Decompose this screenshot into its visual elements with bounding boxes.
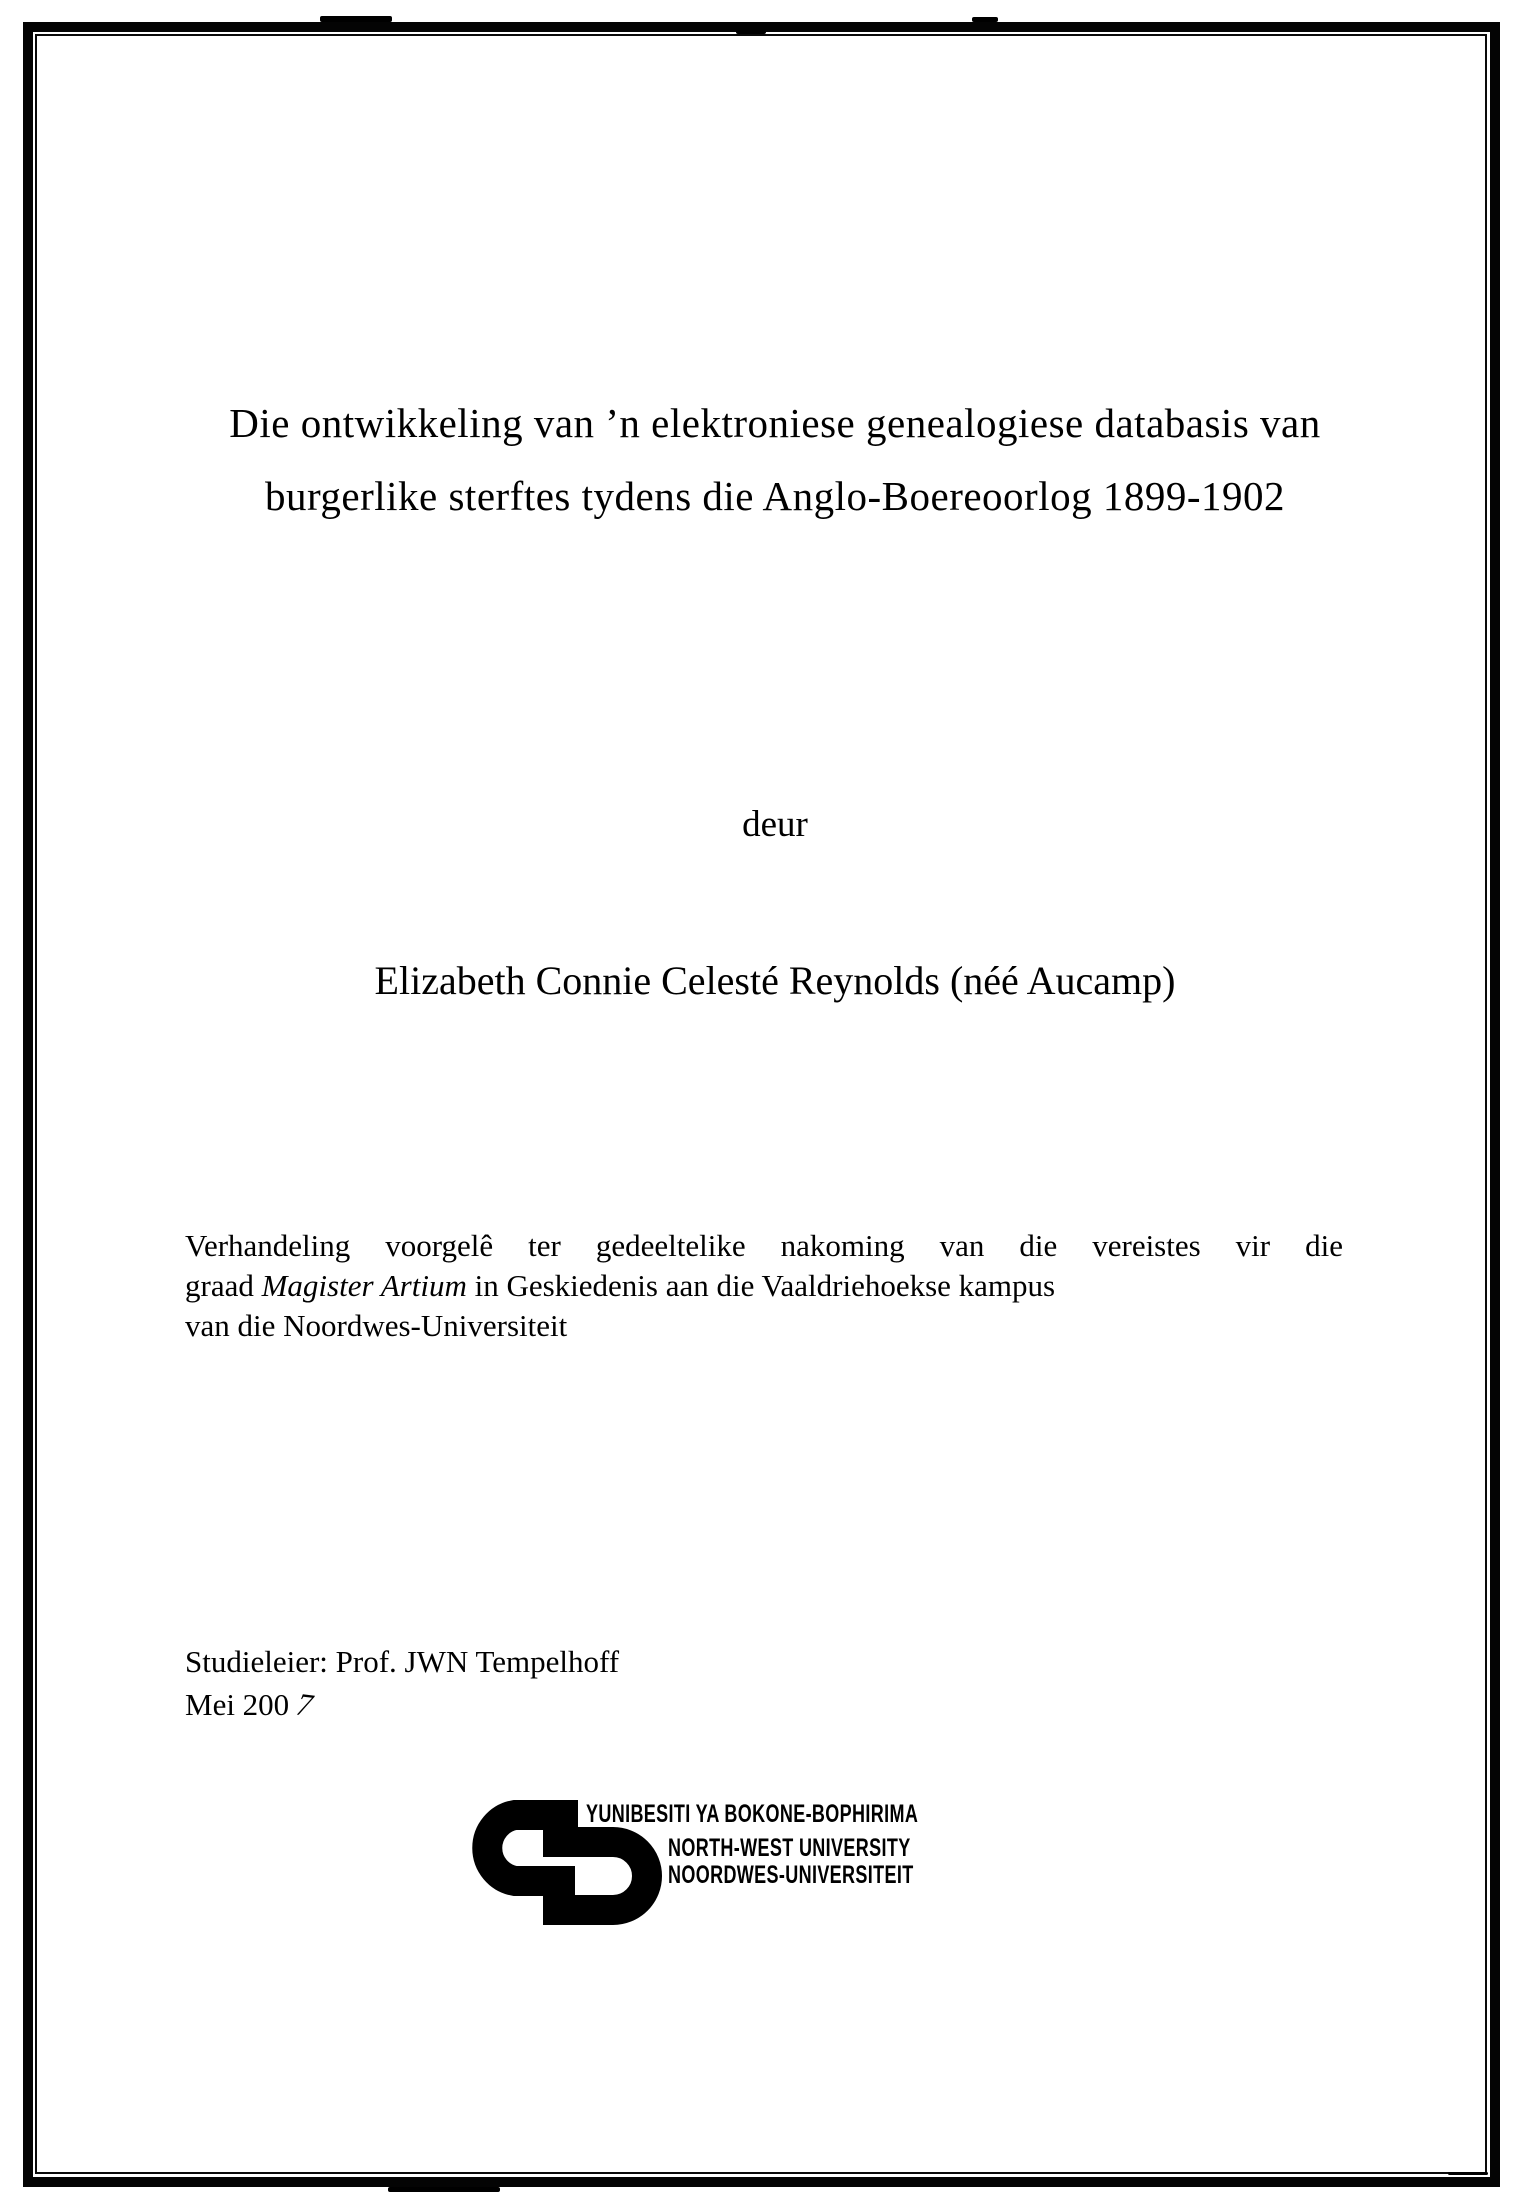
degree-name-italic: Magister Artium: [261, 1268, 467, 1303]
date-prefix: Mei 200: [185, 1687, 290, 1722]
date-last-digit: 7: [290, 1686, 319, 1723]
scan-artifact: [736, 30, 766, 34]
page-title-line1: Die ontwikkeling van ’n elektroniese genealogiese databasis van: [229, 400, 1321, 446]
scan-artifact: [388, 2187, 500, 2192]
scan-artifact: [1448, 2172, 1488, 2175]
logo-text-setswana: YUNIBESITI YA BOKONE-BOPHIRIMA: [586, 1800, 919, 1828]
degree-statement-line2-suffix: in Geskiedenis aan die Vaaldriehoekse kampus: [466, 1268, 1056, 1303]
page-title-line2: burgerlike sterftes tydens die Anglo-Boereoorlog 1899-1902: [264, 473, 1285, 519]
scan-artifact: [972, 17, 998, 22]
scan-artifact: [320, 16, 392, 22]
degree-statement-line2: [185, 1266, 1343, 1306]
degree-statement-line3: van die Noordwes-Universiteit: [185, 1308, 568, 1343]
page-title: [170, 387, 1380, 533]
byline-label: deur: [742, 804, 808, 845]
supervisor-line: Studieleier: Prof. JWN Tempelhoff: [185, 1644, 620, 1679]
logo-text-english: NORTH-WEST UNIVERSITY: [668, 1834, 911, 1862]
date-line: [185, 1683, 619, 1726]
author-name: Elizabeth Connie Celesté Reynolds (néé Aucamp): [374, 958, 1176, 1003]
university-logo: [465, 1796, 1105, 1966]
degree-statement: [185, 1226, 1343, 1346]
degree-statement-line1: Verhandeling voorgelê ter gedeeltelike nakoming van die vereistes vir die: [185, 1228, 1343, 1263]
logo-text-afrikaans: NOORDWES-UNIVERSITEIT: [668, 1861, 914, 1889]
degree-statement-line2-prefix: graad: [185, 1268, 262, 1303]
supervisor-block: [185, 1640, 619, 1726]
